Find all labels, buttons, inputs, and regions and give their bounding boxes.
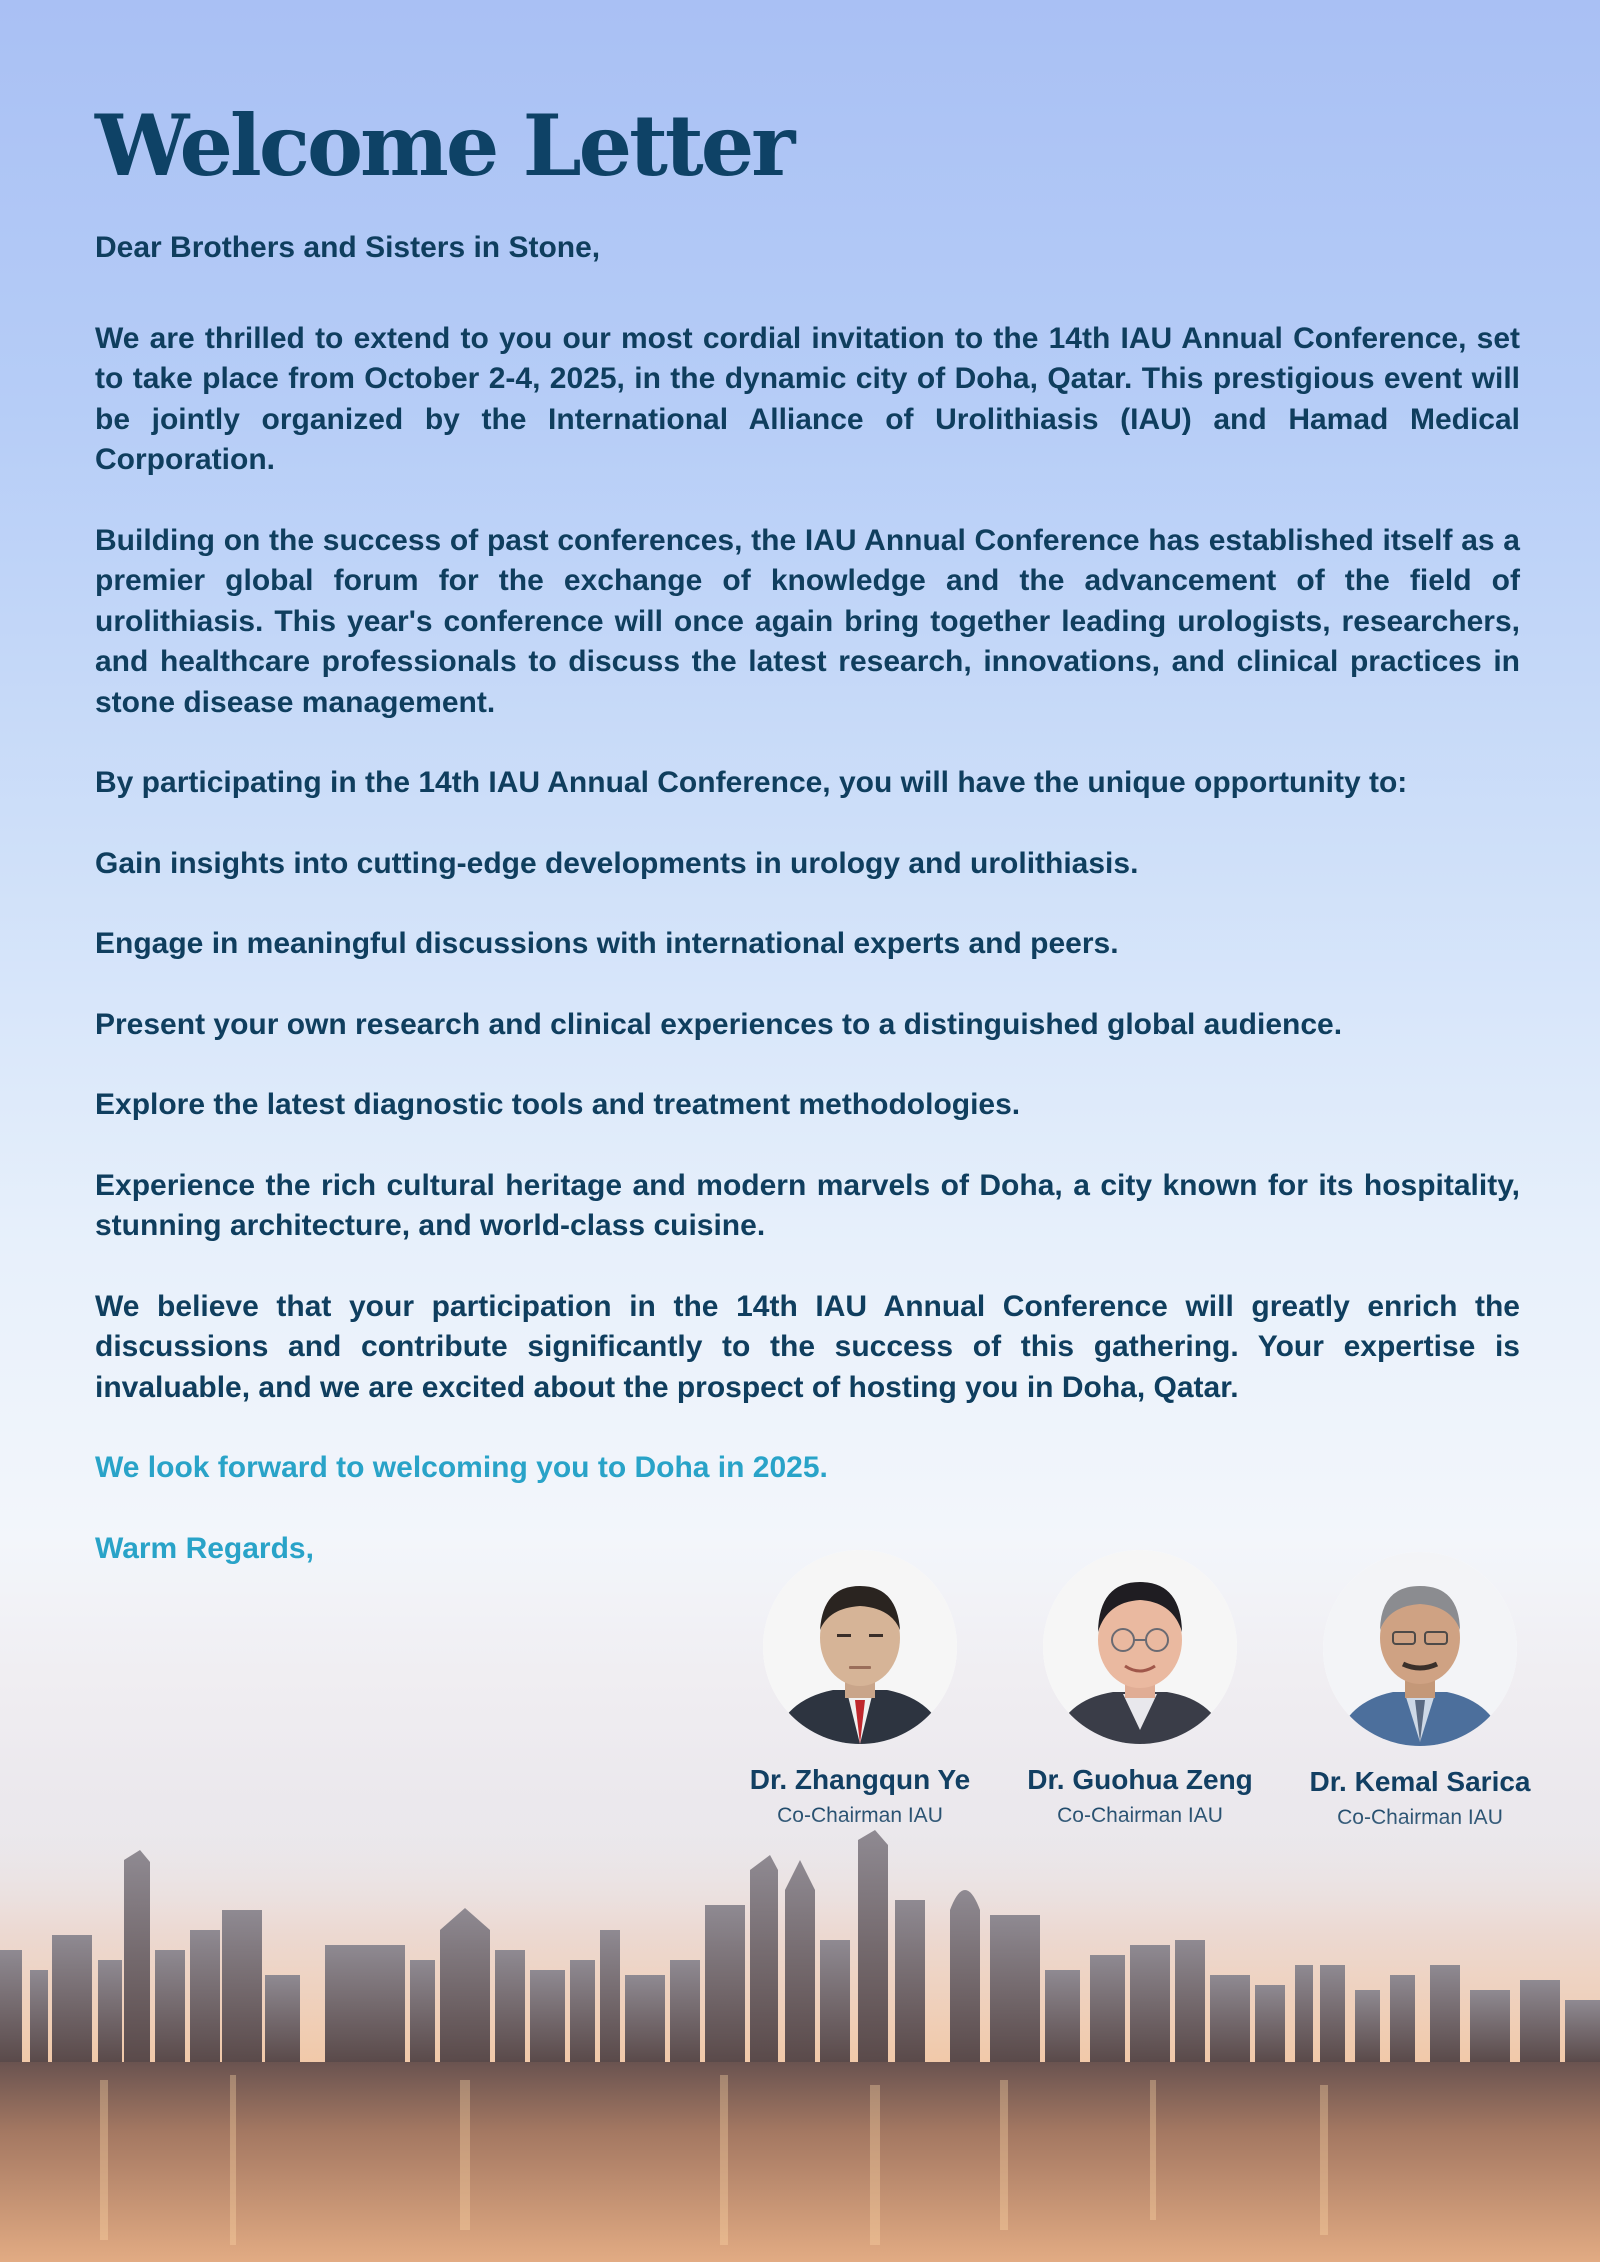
portrait-icon — [763, 1550, 957, 1744]
letter-closing: We look forward to welcoming you to Doha in 2025. — [95, 1451, 828, 1484]
signer-card — [720, 1550, 1000, 1828]
signer-card — [1000, 1550, 1280, 1828]
doha-skyline-image — [0, 1800, 1600, 2262]
letter-greeting: Dear Brothers and Sisters in Stone, — [95, 231, 601, 264]
page-title: Welcome Letter — [95, 96, 793, 195]
letter-paragraph: Gain insights into cutting-edge developments in urology and urolithiasis. — [95, 846, 1139, 880]
signer-name: Dr. Zhangqun Ye — [749, 1764, 971, 1795]
portrait-icon — [1043, 1550, 1237, 1744]
signer-photo — [763, 1550, 957, 1744]
letter-paragraph: Building on the success of past conferences, the IAU Annual Conference has established itself as a premier global forum for the exchange of knowledge and the advancement of the field of urolithiasis. This year's conference will once again bring together leading urologists, researchers, and healthcare professionals to discuss the latest research, innovations, and clinical practices in stone disease management. — [95, 523, 1520, 719]
signer-photo — [1323, 1552, 1517, 1746]
letter-paragraph: Engage in meaningful discussions with international experts and peers. — [95, 927, 1119, 960]
signer-name: Dr. Kemal Sarica — [1309, 1766, 1531, 1797]
letter-body — [95, 228, 1520, 1609]
letter-paragraph: We believe that your participation in the 14th IAU Annual Conference will greatly enrich the discussions and contribute significantly to the success of this gathering. Your expertise is invaluable, and we are excited about the prospect of hosting you in Doha, Qatar. — [95, 1289, 1520, 1404]
signer-name: Dr. Guohua Zeng — [1027, 1764, 1253, 1795]
letter-paragraph: Explore the latest diagnostic tools and treatment methodologies. — [95, 1088, 1021, 1121]
letter-paragraph: Present your own research and clinical experiences to a distinguished global audience. — [95, 1007, 1343, 1041]
signer-card — [1280, 1550, 1560, 1830]
letter-paragraph: We are thrilled to extend to you our most cordial invitation to the 14th IAU Annual Conference, set to take place from October 2-4, 2025, in the dynamic city of Doha, Qatar. This prestigious event will be jointly organized by the International Alliance of Urolithiasis (IAU) and Hamad Medical Corporation. — [95, 321, 1520, 476]
letter-paragraph: Experience the rich cultural heritage and modern marvels of Doha, a city known for its hospitality, stunning architecture, and world-class cuisine. — [95, 1168, 1520, 1242]
portrait-icon — [1323, 1552, 1517, 1746]
letter-signoff: Warm Regards, — [95, 1531, 314, 1565]
letter-paragraph: By participating in the 14th IAU Annual Conference, you will have the unique opportunity to: — [95, 766, 1408, 799]
signer-photo — [1043, 1550, 1237, 1744]
